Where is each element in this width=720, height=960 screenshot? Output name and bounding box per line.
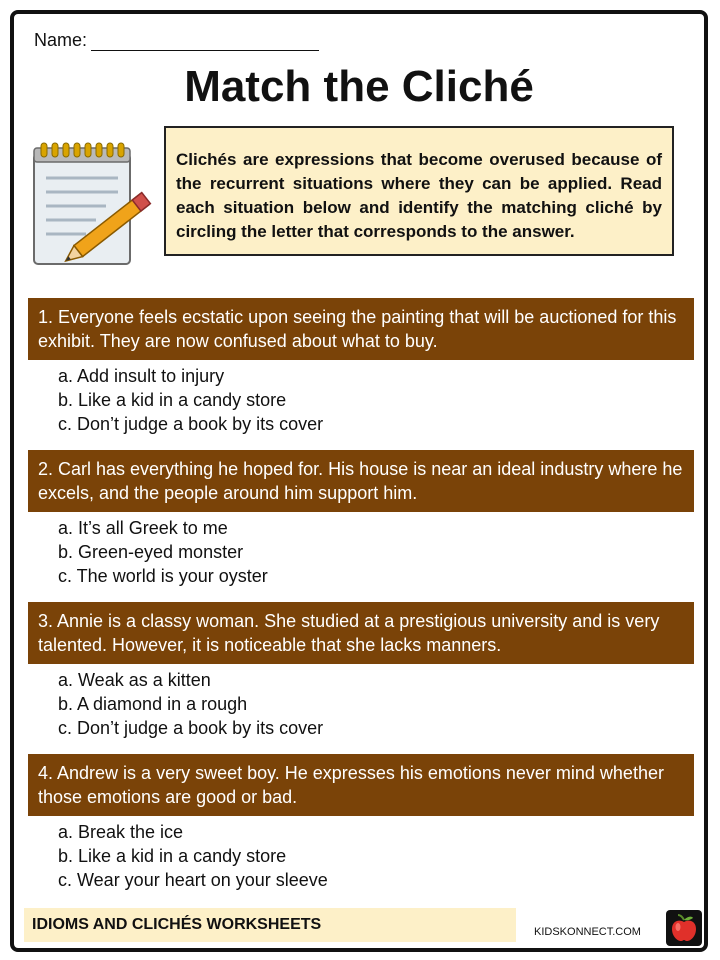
option-4a[interactable]: a. Break the ice	[58, 822, 184, 842]
option-3c[interactable]: c. Don’t judge a book by its cover	[58, 718, 324, 738]
options-2	[58, 516, 268, 588]
option-1c[interactable]: c. Don’t judge a book by its cover	[58, 414, 324, 434]
options-3	[58, 668, 323, 740]
options-1	[58, 364, 323, 436]
option-2c[interactable]: c. The world is your oyster	[58, 566, 268, 586]
option-3a[interactable]: a. Weak as a kitten	[58, 670, 211, 690]
footer-site-url: KIDSKONNECT.COM	[534, 926, 641, 938]
option-4b[interactable]: b. Like a kid in a candy store	[58, 846, 287, 866]
notepad-pencil-icon	[26, 140, 166, 270]
question-3: 3. Annie is a classy woman. She studied at a prestigious university and is very talented. However, it is noticeable that she lacks manners.	[28, 602, 694, 664]
options-4	[58, 820, 328, 892]
apple-logo-icon	[666, 910, 702, 946]
page-title: Match the Cliché	[184, 62, 534, 111]
option-3b[interactable]: b. A diamond in a rough	[58, 694, 248, 714]
option-1a[interactable]: a. Add insult to injury	[58, 366, 225, 386]
question-1: 1. Everyone feels ecstatic upon seeing the painting that will be auctioned for this exhibit. They are now confused about what to buy.	[28, 298, 694, 360]
name-blank-line[interactable]	[91, 32, 319, 51]
question-4: 4. Andrew is a very sweet boy. He expresses his emotions never mind whether those emotions are good or bad.	[28, 754, 694, 816]
option-2b[interactable]: b. Green-eyed monster	[58, 542, 244, 562]
footer-worksheet-label: IDIOMS AND CLICHÉS WORKSHEETS	[24, 908, 516, 942]
question-2: 2. Carl has everything he hoped for. His house is near an ideal industry where he excels, and the people around him support him.	[28, 450, 694, 512]
name-field[interactable]	[34, 30, 319, 51]
option-4c[interactable]: c. Wear your heart on your sleeve	[58, 870, 328, 890]
option-1b[interactable]: b. Like a kid in a candy store	[58, 390, 287, 410]
option-2a[interactable]: a. It’s all Greek to me	[58, 518, 228, 538]
name-label: Name:	[34, 30, 88, 50]
worksheet-frame	[10, 10, 708, 952]
instructions-box: Clichés are expressions that become overused because of the recurrent situations where they can be applied. Read each situation below and identify the matching cliché by circling the letter that corresponds to the answer.	[164, 126, 674, 256]
